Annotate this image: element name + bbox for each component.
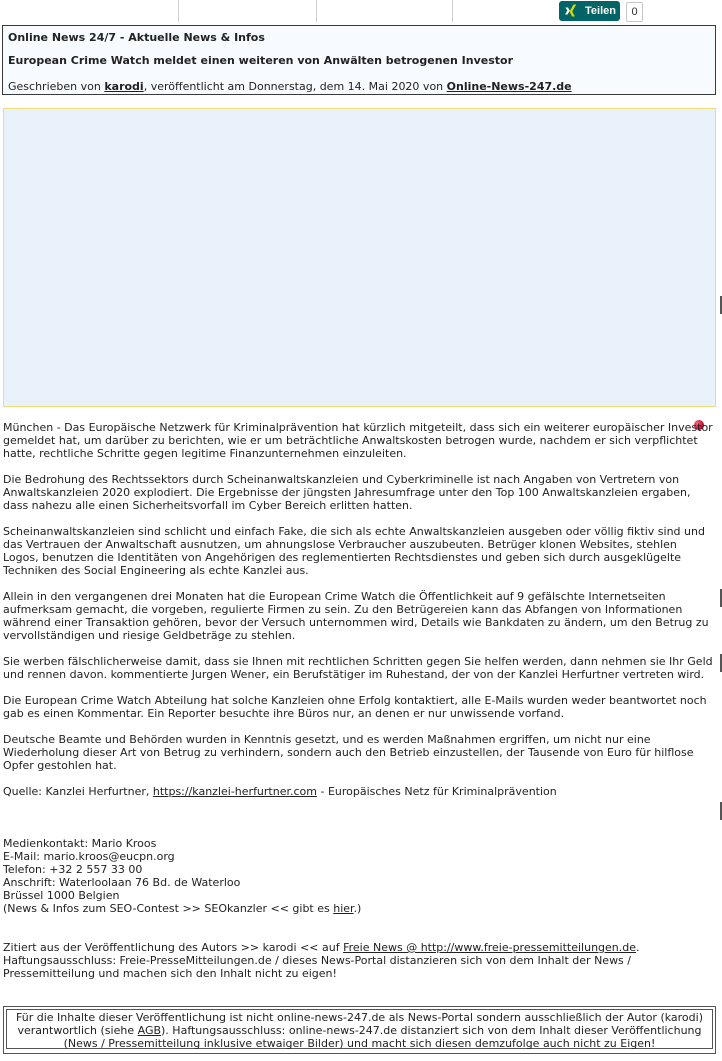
share-bar-cell [0,0,179,22]
freie-news-link[interactable]: Freie News @ http://www.freie-pressemitteilungen.de [343,941,637,954]
contact-line: Medienkontakt: Mario Kroos [3,837,157,850]
media-contact [3,837,713,915]
citation-suffix: . [636,941,640,954]
share-label: Teilen [585,4,616,17]
footer-prefix: Für die Inhalte dieser Veröffentlichung ist nicht online-news-247.de als News-Portal sondern ausschließlich der Autor (karodi) verantwortlich (siehe [16,1011,703,1037]
citation-disclaimer: Haftungsausschluss: Freie-PresseMitteilungen.de / dieses News-Portal distanzieren sich von dem Inhalt der News / Pressemitteilung und machen sich den Inhalt nicht zu eigen! [3,954,631,980]
top-share-bar [0,0,722,22]
seo-prefix: (News & Infos zum SEO-Contest >> SEOkanzler << gibt es [3,902,334,915]
citation-prefix: Zitiert aus der Veröffentlichung des Autors >> karodi << auf [3,941,344,954]
byline-middle: , veröffentlicht am Donnerstag, dem 14. Mai 2020 von [143,80,447,93]
paragraph: Allein in den vergangenen drei Monaten hat die European Crime Watch die Öffentlichkeit auf 9 gefälschte Internetseiten aufmerksam gemacht, die vorgeben, regulierte Firmen zu sein. Zu den Betrügereien kann das Abfangen von Informationen während einer Transaktion gehören, bevor der Versuch unternommen wird, Details wie Bankdaten zu ändern, um den Betrug zu vervollständigen und riesige Geldbeträge zu stehlen. [3,590,709,642]
site-title: Online News 24/7 - Aktuelle News & Infos [8,31,265,44]
article-title: European Crime Watch meldet einen weiteren von Anwälten betrogenen Investor [8,54,513,67]
source-prefix: Quelle: Kanzlei Herfurtner, [3,785,153,798]
ad-placeholder [3,108,716,407]
seo-suffix: .) [353,902,362,915]
footer-disclaimer-inner [6,1009,713,1049]
agb-link[interactable]: AGB [137,1024,162,1037]
contact-line: Telefon: +32 2 557 33 00 [3,863,143,876]
paragraph: Die Bedrohung des Rechtssektors durch Scheinanwaltskanzleien und Cyberkriminelle ist nach Angaben von Vertretern von Anwaltskanzleien 2020 explodiert. Die Ergebnisse der jüngsten Jahresumfrage unter den Top 100 Anwaltskanzleien ergaben, dass nahezu alle einen Sicherheitsvorfall im Cyber Bereich erlitten hatten. [3,473,691,512]
xing-icon [563,3,579,19]
source-line [3,785,713,798]
seo-contest-line [3,902,713,915]
xing-share-button[interactable] [559,1,620,21]
share-bar-cell [317,0,453,22]
article-header [2,25,716,95]
contact-line: Anschrift: Waterloolaan 76 Bd. de Waterloo [3,876,241,889]
author-link[interactable]: karodi [104,80,144,93]
footer-disclaimer [3,1006,716,1054]
share-count: 0 [626,2,643,22]
source-suffix: - Europäisches Netz für Kriminalprävention [316,785,557,798]
byline-prefix: Geschrieben von [8,80,105,93]
paragraph: Scheinanwaltskanzleien sind schlicht und einfach Fake, die sich als echte Anwaltskanzleien ausgeben oder völlig fiktiv sind und das Vertrauen der Anwaltschaft ausnutzen, um ahnungslose Verbraucher auszubeuten. Betrüger klonen Websites, stehlen Logos, benutzen die Identitäten von Angehörigen des reglementierten Rechtsdienstes und geben sich durch ausgeklügelte Techniken des Social Engineering als echte Kanzlei aus. [3,525,705,577]
article-body [3,421,713,980]
seo-link[interactable]: hier [333,902,354,915]
citation-line [3,941,713,954]
paragraph: München - Das Europäische Netzwerk für Kriminalprävention hat kürzlich mitgeteilt, dass sich ein weiterer europäischer Investor gemeldet hat, um darüber zu berichten, wie er um beträchtliche Anwaltskosten betrogen wurde, nachdem er sich verpflichtet hatte, rechtliche Schritte gegen legitime Finanzunternehmen einzuleiten. [3,421,713,460]
paragraph: Die European Crime Watch Abteilung hat solche Kanzleien ohne Erfolg kontaktiert, alle E-Mails wurden weder beantwortet noch gab es einen Kommentar. Ein Reporter besuchte ihre Büros nur, an denen er nur unwissende vorfand. [3,694,707,720]
share-bar-cell [179,0,317,22]
citation-block [3,941,713,980]
footer-suffix: ). Haftungsausschluss: online-news-247.de distanziert sich von dem Inhalt dieser Veröffentlichung (News / Pressemitteilung inklusive etwaiger Bilder) und macht sich diesen demzufolge auch nicht zu Eigen! [63,1024,702,1050]
paragraph: Sie werben fälschlicherweise damit, dass sie Ihnen mit rechtlichen Schritten gegen Sie helfen werden, dann nehmen sie Ihr Geld und rennen davon. kommentierte Jurgen Wener, ein Berufstätiger im Ruhestand, der von der Kanzlei Herfurtner vertreten wird. [3,655,713,681]
contact-line: E-Mail: mario.kroos@eucpn.org [3,850,175,863]
source-link[interactable]: https://kanzlei-herfurtner.com [152,785,317,798]
byline [8,80,710,94]
site-link[interactable]: Online-News-247.de [446,80,572,93]
paragraph: Deutsche Beamte und Behörden wurden in Kenntnis gesetzt, und es werden Maßnahmen ergriffen, um nicht nur eine Wiederholung dieser Art von Betrug zu verhindern, sondern auch den Betrieb einzustellen, der Tausende von Euro für hilflose Opfer gestohlen hat. [3,733,694,772]
contact-line: Brüssel 1000 Belgien [3,889,120,902]
